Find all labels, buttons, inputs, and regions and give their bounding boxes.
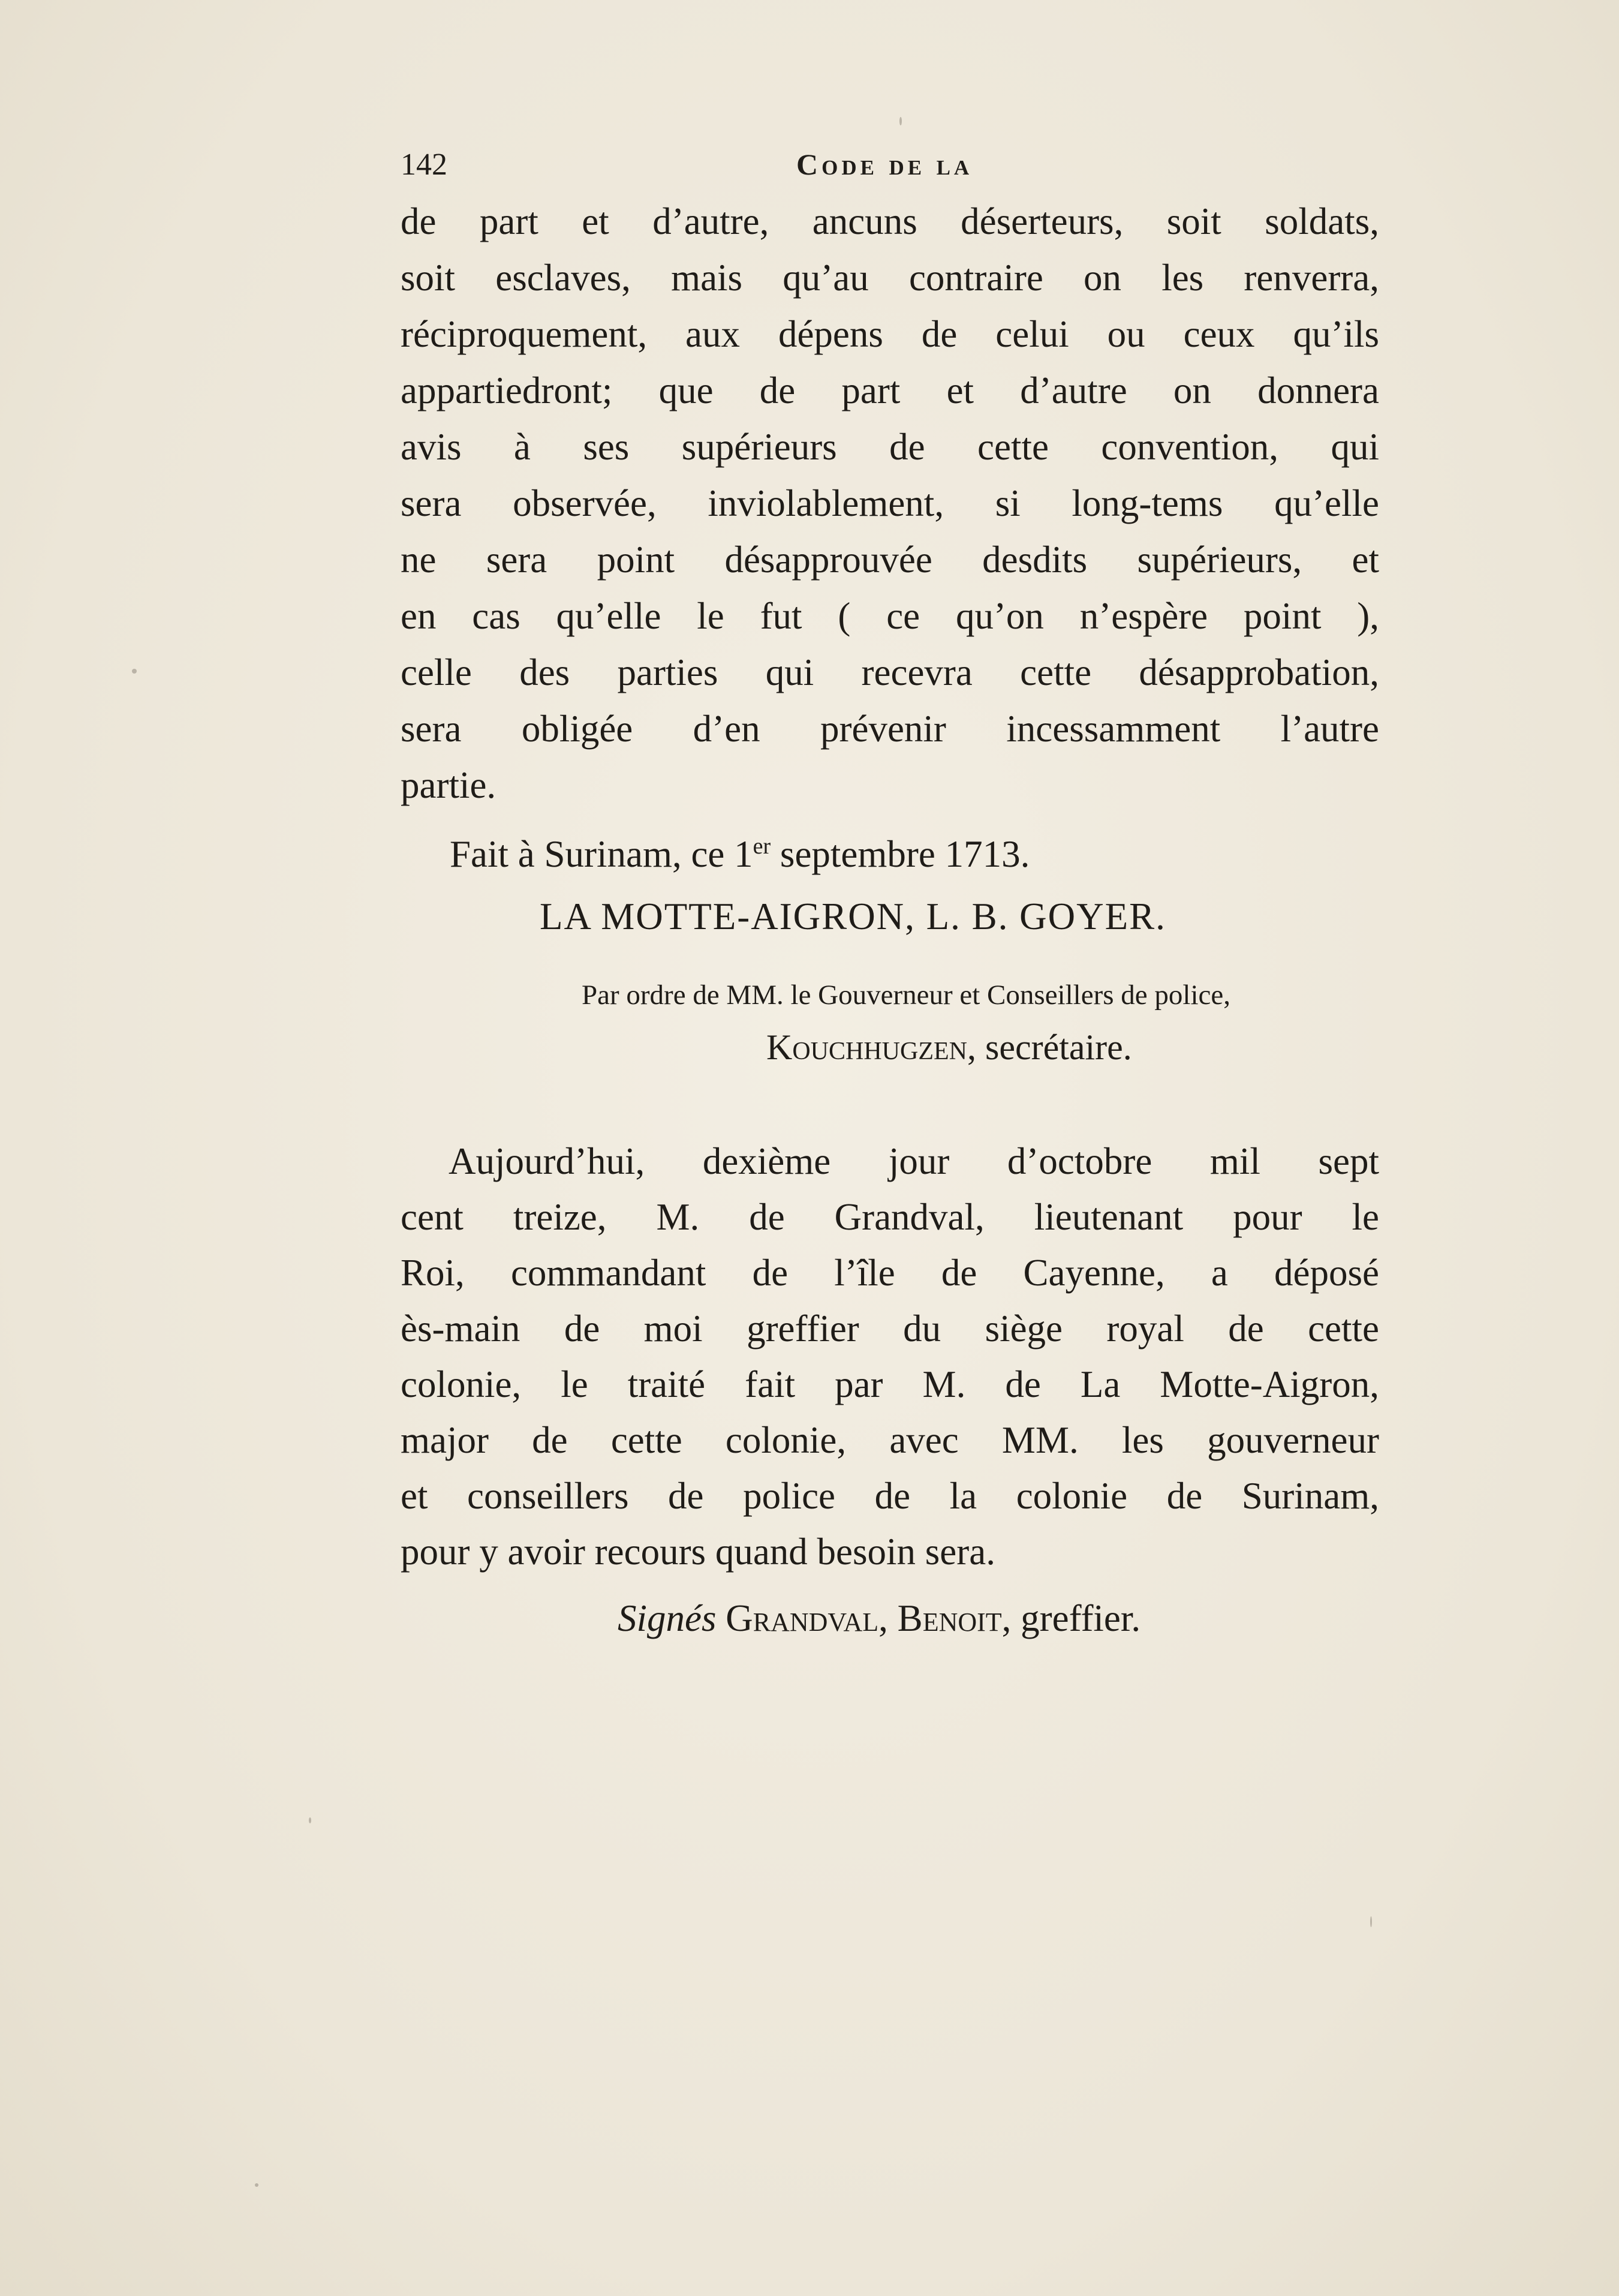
- text-line: partie.: [401, 764, 496, 806]
- text-line: ès-main de moi greffier du siège royal de cette: [401, 1308, 1379, 1350]
- paper-speck: [309, 1817, 311, 1823]
- signer-separator: ,: [878, 1597, 898, 1639]
- order-line: Par ordre de MM. le Gouverneur et Conseillers de police,: [582, 979, 1230, 1011]
- text-line: en cas qu’elle le fut ( ce qu’on n’espère point ),: [401, 595, 1379, 637]
- deposit-record-paragraph: [401, 1134, 1379, 1580]
- date-text-after: septembre 1713.: [771, 833, 1030, 875]
- text-line: ne sera point désapprouvée desdits supérieurs, et: [401, 539, 1379, 581]
- text-line: appartiedront; que de part et d’autre on donnera: [401, 369, 1379, 411]
- paper-speck: [132, 669, 137, 674]
- text-line: et conseillers de police de la colonie de Surinam,: [401, 1475, 1379, 1517]
- date-superscript: er: [753, 834, 771, 859]
- text-line: Aujourd’hui, dexième jour d’octobre mil sept: [449, 1140, 1379, 1182]
- text-line: pour y avoir recours quand besoin sera.: [401, 1531, 995, 1573]
- running-title: Code de la: [796, 148, 973, 181]
- signed-prefix: Signés: [618, 1597, 717, 1639]
- text-line: de part et d’autre, ancuns déserteurs, soit soldats,: [401, 200, 1379, 242]
- text-line: cent treize, M. de Grandval, lieutenant pour le: [401, 1196, 1379, 1238]
- signer-grandval: Grandval: [726, 1597, 879, 1639]
- paper-speck: [1370, 1916, 1372, 1927]
- secretary-signature: [766, 1027, 1132, 1068]
- text-line: sera observée, inviolablement, si long-tems qu’elle: [401, 482, 1379, 524]
- signer-suffix: , greffier.: [1001, 1597, 1141, 1639]
- secretary-title: , secrétaire.: [967, 1027, 1132, 1067]
- text-line: soit esclaves, mais qu’au contraire on les renverra,: [401, 257, 1379, 299]
- paper-speck: [255, 2183, 258, 2187]
- paper-speck: [899, 117, 902, 125]
- signer-benoit: Benoit: [897, 1597, 1002, 1639]
- text-line: réciproquement, aux dépens de celui ou ceux qu’ils: [401, 313, 1379, 355]
- signatories: LA MOTTE-AIGRON, L. B. GOYER.: [540, 895, 1166, 937]
- page-number: 142: [401, 148, 447, 182]
- text-line: colonie, le traité fait par M. de La Motte-Aigron,: [401, 1363, 1379, 1405]
- text-line: avis à ses supérieurs de cette convention, qui: [401, 426, 1379, 468]
- text-line: sera obligée d’en prévenir incessamment l’autre: [401, 708, 1379, 750]
- text-line: celle des parties qui recevra cette désapprobation,: [401, 651, 1379, 693]
- place-and-date: [450, 833, 1030, 876]
- treaty-text-paragraph: [401, 193, 1379, 813]
- page-header: [401, 147, 1000, 195]
- signed-line: [618, 1597, 1140, 1640]
- text-line: major de cette colonie, avec MM. les gouverneur: [401, 1419, 1379, 1461]
- secretary-name: Kouchhugzen: [766, 1027, 967, 1067]
- date-text-before: Fait à Surinam, ce 1: [450, 833, 753, 875]
- text-line: Roi, commandant de l’île de Cayenne, a déposé: [401, 1252, 1379, 1294]
